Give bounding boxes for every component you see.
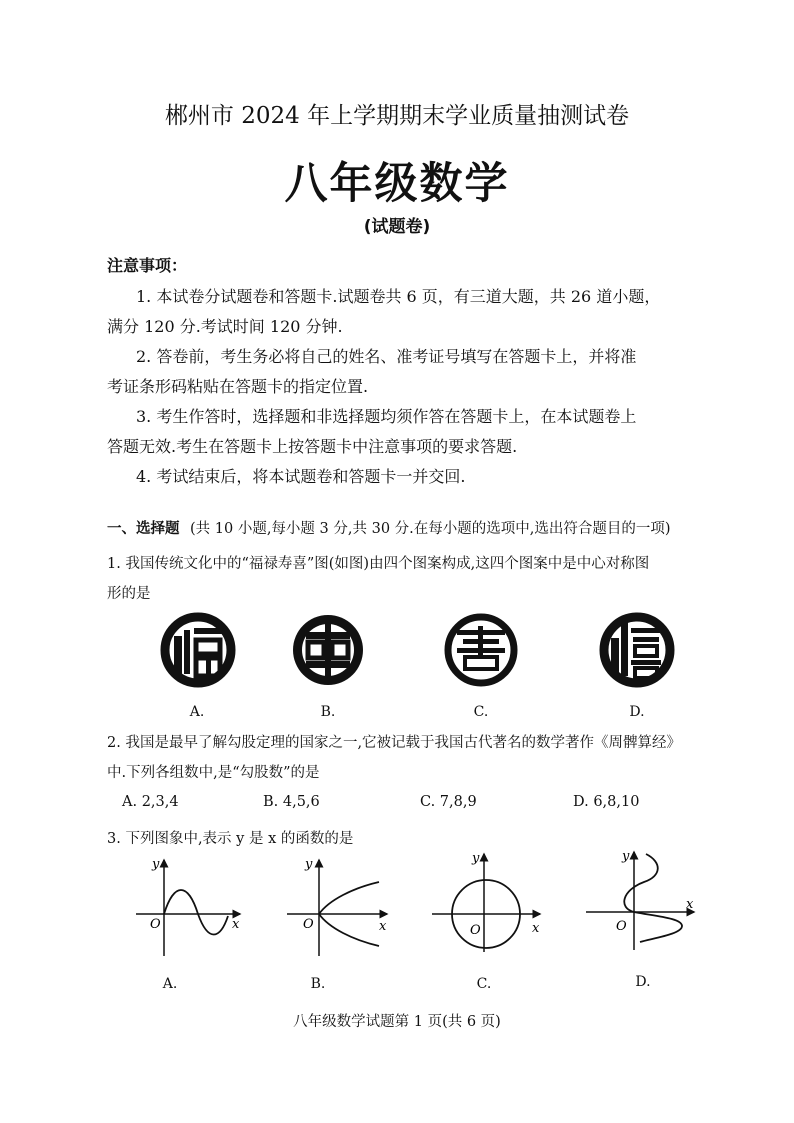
axis-y-label: y	[305, 857, 313, 872]
q2-option: B. 4,5,6	[263, 794, 320, 810]
xi-character-icon	[599, 612, 675, 688]
q2-text: 中.下列各组数中,是“勾股数”的是	[107, 765, 320, 781]
q3-text: 3. 下列图象中,表示 y 是 x 的函数的是	[107, 831, 354, 847]
axis-y-label: y	[152, 857, 160, 872]
q3-option-label: D.	[635, 974, 651, 990]
graph-c	[428, 848, 553, 958]
origin-label: O	[150, 917, 161, 932]
axis-y-label: y	[622, 849, 630, 864]
paper-type: (试题卷)	[363, 217, 431, 237]
q3-option-label: A.	[162, 976, 178, 992]
notice-line: 满分 120 分.考试时间 120 分钟.	[107, 317, 343, 336]
q2-option: C. 7,8,9	[420, 794, 477, 810]
section-title: 一、选择题	[107, 521, 180, 537]
q1-option-label: D.	[629, 704, 645, 720]
axis-x-label: x	[532, 921, 540, 936]
q1-option-label: A.	[189, 704, 205, 720]
graph-a	[132, 852, 252, 962]
axis-x-label: x	[686, 897, 694, 912]
axis-x-label: x	[232, 917, 240, 932]
q2-option: D. 6,8,10	[573, 794, 640, 810]
section-desc: (共 10 小题,每小题 3 分,共 30 分.在每小题的选项中,选出符合题目的一项)	[190, 521, 671, 537]
origin-label: O	[616, 919, 627, 934]
axis-x-label: x	[379, 919, 387, 934]
q2-text: 2. 我国是最早了解勾股定理的国家之一,它被记载于我国古代著名的数学著作《周髀算经》	[107, 735, 682, 751]
q1-option-label: C.	[473, 704, 489, 720]
shou-character-icon	[443, 612, 519, 688]
q2-option: A. 2,3,4	[122, 794, 179, 810]
notice-line: 2. 答卷前，考生务必将自己的姓名、准考证号填写在答题卡上，并将准	[136, 347, 637, 366]
graph-b	[283, 852, 403, 962]
notice-line: 1. 本试卷分试题卷和答题卡.试题卷共 6 页，有三道大题，共 26 道小题，	[136, 287, 661, 306]
subject-title: 八年级数学	[284, 159, 510, 209]
q1-text: 形的是	[107, 586, 151, 602]
q1-text: 1. 我国传统文化中的“福禄寿喜”图(如图)由四个图案构成,这四个图案中是中心对称图	[107, 556, 650, 572]
exam-title: 郴州市 2024 年上学期期末学业质量抽测试卷	[164, 103, 630, 129]
notice-line: 4. 考试结束后，将本试题卷和答题卡一并交回.	[136, 467, 466, 486]
axis-y-label: y	[472, 851, 480, 866]
origin-label: O	[470, 923, 481, 938]
q1-option-label: B.	[320, 704, 336, 720]
lu-character-icon	[290, 612, 366, 688]
notice-line: 考证条形码粘贴在答题卡的指定位置.	[107, 377, 369, 396]
fu-character-icon	[160, 612, 236, 688]
q3-option-label: C.	[476, 976, 492, 992]
q3-option-label: B.	[310, 976, 326, 992]
page-footer: 八年级数学试题第 1 页(共 6 页)	[293, 1014, 501, 1030]
notice-line: 答题无效.考生在答题卡上按答题卡中注意事项的要求答题.	[107, 437, 518, 456]
origin-label: O	[303, 917, 314, 932]
notice-line: 3. 考生作答时，选择题和非选择题均须作答在答题卡上，在本试题卷上	[136, 407, 637, 426]
graph-d	[582, 846, 707, 956]
notice-heading: 注意事项：	[107, 256, 188, 275]
